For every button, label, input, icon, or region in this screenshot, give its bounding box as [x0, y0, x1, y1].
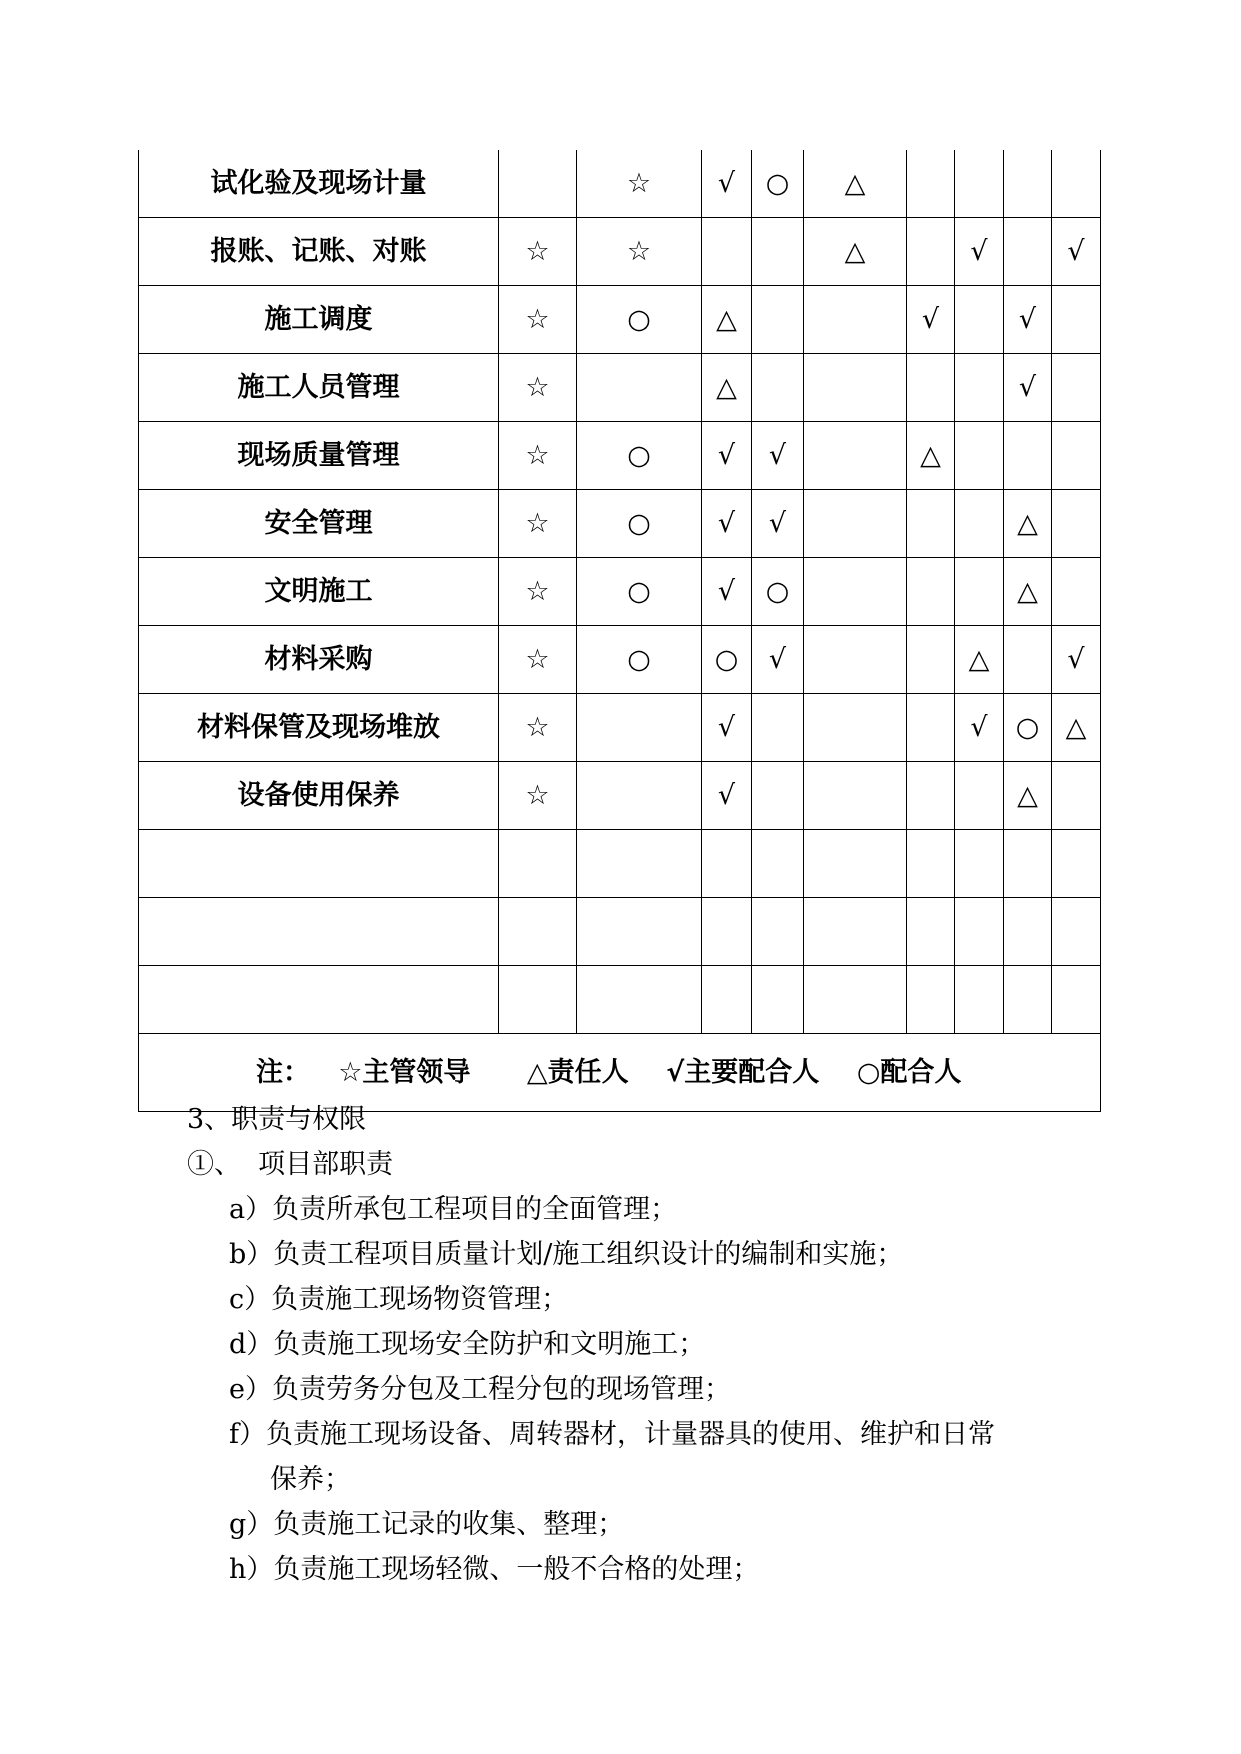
mark-cell: △ [955, 626, 1004, 694]
mark-cell: ☆ [577, 150, 702, 218]
mark-cell [1004, 626, 1052, 694]
mark-cell: ○ [577, 286, 702, 354]
mark-cell [1052, 490, 1101, 558]
task-cell: 试化验及现场计量 [139, 150, 499, 218]
duty-item: a）负责所承包工程项目的全面管理； [229, 1194, 678, 1225]
task-cell: 安全管理 [139, 490, 499, 558]
mark-cell [1004, 830, 1052, 898]
mark-cell [907, 762, 955, 830]
task-cell: 施工调度 [139, 286, 499, 354]
mark-cell: ○ [752, 558, 804, 626]
mark-cell: ○ [752, 150, 804, 218]
mark-cell: △ [1052, 694, 1101, 762]
matrix-row [139, 490, 1101, 558]
mark-cell [907, 626, 955, 694]
mark-cell [955, 966, 1004, 1034]
matrix-row [139, 150, 1101, 218]
duty-item: c）负责施工现场物资管理； [229, 1284, 569, 1315]
mark-cell [752, 286, 804, 354]
mark-cell: ☆ [499, 558, 577, 626]
mark-cell [804, 898, 907, 966]
mark-cell: √ [955, 694, 1004, 762]
mark-cell [907, 490, 955, 558]
mark-cell [1052, 762, 1101, 830]
responsibility-matrix [138, 150, 1101, 1112]
mark-cell [1052, 286, 1101, 354]
matrix-row [139, 830, 1101, 898]
mark-cell [804, 626, 907, 694]
mark-cell [1052, 150, 1101, 218]
task-cell [139, 898, 499, 966]
mark-cell [702, 218, 752, 286]
mark-cell [499, 150, 577, 218]
legend-main-cooperator: √主要配合人 [666, 1057, 820, 1088]
mark-cell [804, 490, 907, 558]
duty-item-continuation: 保养； [270, 1464, 351, 1495]
mark-cell: ○ [702, 626, 752, 694]
mark-cell [1052, 830, 1101, 898]
mark-cell [907, 966, 955, 1034]
duty-item: b）负责工程项目质量计划/施工组织设计的编制和实施； [229, 1239, 904, 1270]
matrix-row [139, 626, 1101, 694]
mark-cell [577, 762, 702, 830]
mark-cell [499, 966, 577, 1034]
mark-cell: ☆ [499, 354, 577, 422]
mark-cell [907, 898, 955, 966]
duty-item: f）负责施工现场设备、周转器材，计量器具的使用、维护和日常 [229, 1419, 995, 1450]
mark-cell [1004, 422, 1052, 490]
task-cell: 材料保管及现场堆放 [139, 694, 499, 762]
task-cell [139, 830, 499, 898]
mark-cell: √ [907, 286, 955, 354]
mark-cell [1004, 898, 1052, 966]
note-prefix: 注： [256, 1057, 310, 1088]
mark-cell: ☆ [499, 422, 577, 490]
mark-cell [955, 490, 1004, 558]
mark-cell [955, 150, 1004, 218]
legend-note [139, 1034, 1101, 1112]
mark-cell [577, 898, 702, 966]
mark-cell [1004, 218, 1052, 286]
mark-cell [907, 694, 955, 762]
mark-cell [907, 150, 955, 218]
mark-cell: △ [1004, 558, 1052, 626]
mark-cell [955, 286, 1004, 354]
mark-cell [804, 286, 907, 354]
mark-cell: √ [702, 694, 752, 762]
mark-cell: ☆ [499, 286, 577, 354]
mark-cell [955, 830, 1004, 898]
section-heading: 3、职责与权限 [187, 1104, 367, 1135]
mark-cell: △ [804, 218, 907, 286]
mark-cell: ☆ [499, 762, 577, 830]
mark-cell: √ [702, 422, 752, 490]
mark-cell [907, 218, 955, 286]
mark-cell: √ [1004, 354, 1052, 422]
mark-cell [1052, 898, 1101, 966]
mark-cell: √ [752, 422, 804, 490]
matrix-row [139, 218, 1101, 286]
mark-cell [804, 966, 907, 1034]
mark-cell [752, 966, 804, 1034]
mark-cell [907, 830, 955, 898]
task-cell: 文明施工 [139, 558, 499, 626]
mark-cell [702, 830, 752, 898]
mark-cell: √ [752, 490, 804, 558]
mark-cell [752, 898, 804, 966]
matrix-row [139, 422, 1101, 490]
mark-cell [1004, 150, 1052, 218]
mark-cell [1004, 966, 1052, 1034]
mark-cell: △ [804, 150, 907, 218]
mark-cell [1052, 422, 1101, 490]
mark-cell [804, 422, 907, 490]
mark-cell [499, 898, 577, 966]
matrix-row [139, 558, 1101, 626]
matrix-row [139, 966, 1101, 1034]
duty-item: h）负责施工现场轻微、一般不合格的处理； [229, 1554, 760, 1585]
matrix-body [139, 150, 1101, 1034]
mark-cell [955, 898, 1004, 966]
mark-cell [804, 830, 907, 898]
mark-cell: √ [702, 762, 752, 830]
mark-cell: ☆ [577, 218, 702, 286]
mark-cell: ○ [577, 558, 702, 626]
legend-row [139, 1034, 1101, 1112]
mark-cell: ○ [577, 490, 702, 558]
mark-cell: √ [1052, 626, 1101, 694]
mark-cell: △ [1004, 762, 1052, 830]
mark-cell: ☆ [499, 218, 577, 286]
legend-lead: ☆主管领导 [338, 1057, 471, 1088]
matrix-row [139, 354, 1101, 422]
mark-cell [752, 218, 804, 286]
task-cell [139, 966, 499, 1034]
mark-cell: √ [752, 626, 804, 694]
mark-cell [499, 830, 577, 898]
mark-cell [577, 966, 702, 1034]
mark-cell [804, 558, 907, 626]
legend-responsible: △责任人 [526, 1057, 629, 1088]
mark-cell [907, 354, 955, 422]
task-cell: 材料采购 [139, 626, 499, 694]
task-cell: 现场质量管理 [139, 422, 499, 490]
matrix-row [139, 286, 1101, 354]
mark-cell [804, 762, 907, 830]
mark-cell [804, 354, 907, 422]
mark-cell [752, 830, 804, 898]
mark-cell [955, 354, 1004, 422]
mark-cell: √ [702, 150, 752, 218]
legend-cooperator: ○配合人 [856, 1057, 962, 1088]
duty-item: e）负责劳务分包及工程分包的现场管理； [229, 1374, 731, 1405]
mark-cell: ☆ [499, 490, 577, 558]
mark-cell [907, 558, 955, 626]
mark-cell: ☆ [499, 626, 577, 694]
matrix-row [139, 694, 1101, 762]
mark-cell: △ [702, 286, 752, 354]
matrix-row [139, 762, 1101, 830]
mark-cell [577, 354, 702, 422]
mark-cell: √ [955, 218, 1004, 286]
mark-cell: √ [1052, 218, 1101, 286]
mark-cell: ○ [1004, 694, 1052, 762]
mark-cell: √ [702, 490, 752, 558]
mark-cell [955, 422, 1004, 490]
mark-cell [752, 762, 804, 830]
matrix-row [139, 898, 1101, 966]
mark-cell: ○ [577, 626, 702, 694]
mark-cell: ○ [577, 422, 702, 490]
mark-cell [577, 830, 702, 898]
mark-cell [804, 694, 907, 762]
mark-cell: √ [1004, 286, 1052, 354]
mark-cell [955, 762, 1004, 830]
mark-cell [955, 558, 1004, 626]
duty-item: d）负责施工现场安全防护和文明施工； [229, 1329, 706, 1360]
mark-cell [752, 354, 804, 422]
mark-cell [1052, 354, 1101, 422]
mark-cell [577, 694, 702, 762]
duty-item: g）负责施工记录的收集、整理； [229, 1509, 625, 1540]
mark-cell: √ [702, 558, 752, 626]
mark-cell [1052, 558, 1101, 626]
task-cell: 施工人员管理 [139, 354, 499, 422]
task-cell: 报账、记账、对账 [139, 218, 499, 286]
mark-cell: ☆ [499, 694, 577, 762]
mark-cell: △ [907, 422, 955, 490]
mark-cell: △ [1004, 490, 1052, 558]
mark-cell: △ [702, 354, 752, 422]
task-cell: 设备使用保养 [139, 762, 499, 830]
subheading: ①、 项目部职责 [187, 1149, 394, 1180]
mark-cell [752, 694, 804, 762]
mark-cell [1052, 966, 1101, 1034]
mark-cell [702, 966, 752, 1034]
mark-cell [702, 898, 752, 966]
